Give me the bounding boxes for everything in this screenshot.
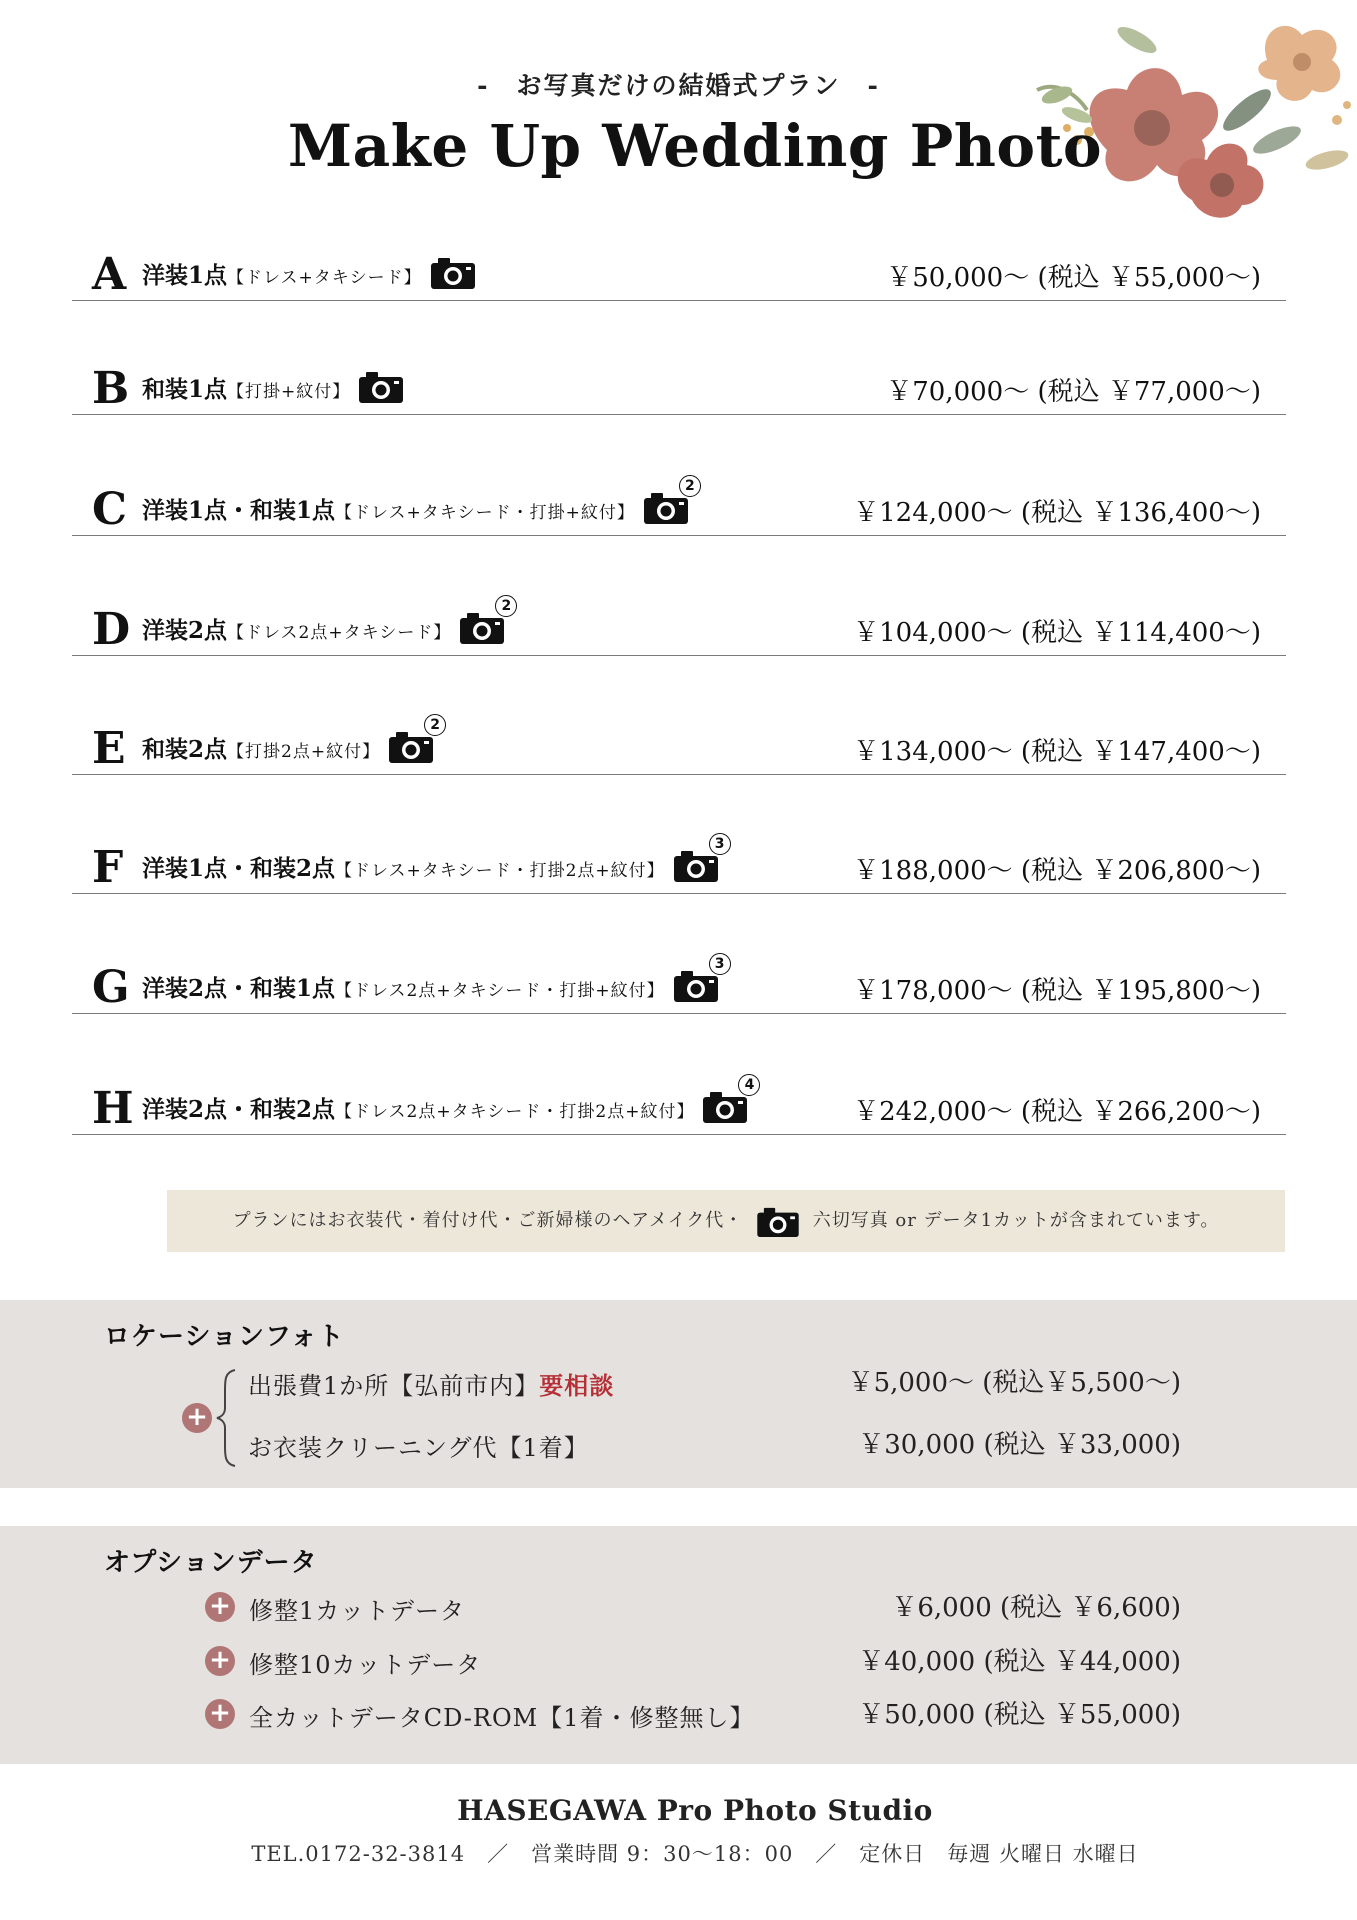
plan-detail: 【打掛+紋付】 <box>227 382 351 402</box>
plan-name <box>142 836 725 887</box>
location-item-label: お衣装クリーニング代【1着】 <box>248 1434 589 1462</box>
plan-letter: F <box>92 842 124 893</box>
plan-name <box>142 478 695 529</box>
option-label: 修整10カットデータ <box>249 1651 482 1679</box>
location-item-label: 出張費1か所【弘前市内】 <box>248 1372 540 1400</box>
option-label: 全カットデータCD-ROM【1着・修整無し】 <box>249 1704 755 1732</box>
plan-detail: 【ドレス+タキシード・打掛+紋付】 <box>335 503 635 523</box>
option-price: ￥6,000 (税込 ￥6,600) <box>891 1593 1181 1623</box>
plan-price: ￥188,000～ (税込 ￥206,800～) <box>853 856 1261 886</box>
plan-detail: 【打掛2点+紋付】 <box>227 742 381 762</box>
photo-count-badge: 2 <box>495 595 517 617</box>
plan-letter: E <box>92 723 126 774</box>
page-title: Make Up Wedding Photo <box>287 112 1103 180</box>
plan-letter: G <box>92 962 130 1013</box>
plan-row <box>72 364 1286 415</box>
option-price: ￥40,000 (税込 ￥44,000) <box>858 1647 1181 1677</box>
location-item-cleaning <box>248 1428 589 1463</box>
plus-icon: + <box>205 1592 235 1622</box>
studio-contact: TEL.0172-32-3814 ／ 営業時間 9：30～18：00 ／ 定休日 毎週 火曜日 水曜日 <box>251 1842 1139 1866</box>
plan-row <box>72 478 1286 536</box>
plan-detail: 【ドレス+タキシード】 <box>227 268 422 288</box>
plan-row <box>72 1077 1286 1135</box>
plan-letter: A <box>92 249 127 300</box>
plan-row <box>72 717 1286 775</box>
plan-name-text: 洋装2点・和装2点 <box>142 1096 336 1123</box>
plan-detail: 【ドレス2点+タキシード・打掛+紋付】 <box>335 981 665 1001</box>
plan-name-text: 洋装2点 <box>142 617 228 644</box>
plan-price: ￥124,000～ (税込 ￥136,400～) <box>853 498 1261 528</box>
plan-name <box>142 1077 755 1128</box>
photo-count-badge: 2 <box>679 475 701 497</box>
plan-price: ￥242,000～ (税込 ￥266,200～) <box>853 1097 1261 1127</box>
camera-icon <box>358 370 404 404</box>
plan-name-text: 洋装1点・和装1点 <box>142 497 336 524</box>
plan-row <box>72 836 1286 894</box>
location-price-cleaning: ￥30,000 (税込 ￥33,000) <box>858 1430 1181 1460</box>
plan-row <box>72 250 1286 301</box>
camera-icon <box>702 1077 755 1124</box>
plan-note <box>167 1190 1285 1252</box>
studio-name: HASEGAWA Pro Photo Studio <box>457 1794 933 1827</box>
option-label: 修整1カットデータ <box>249 1597 466 1625</box>
plan-detail: 【ドレス2点+タキシード・打掛2点+紋付】 <box>335 1102 695 1122</box>
camera-icon <box>459 598 512 645</box>
plan-price: ￥178,000～ (税込 ￥195,800～) <box>853 976 1261 1006</box>
camera-icon <box>756 1202 800 1234</box>
plan-name <box>142 371 404 408</box>
plan-letter: B <box>92 363 130 414</box>
plan-name-text: 和装1点 <box>142 376 228 403</box>
camera-icon <box>388 717 440 764</box>
plan-price: ￥70,000～ (税込 ￥77,000～) <box>886 377 1261 407</box>
plan-detail: 【ドレス2点+タキシード】 <box>227 623 452 643</box>
photo-count-badge: 3 <box>709 833 731 855</box>
location-price-travel: ￥5,000～ (税込￥5,500～) <box>847 1368 1181 1398</box>
location-item-travel <box>248 1366 614 1401</box>
plan-name <box>142 717 440 768</box>
plan-price: ￥134,000～ (税込 ￥147,400～) <box>853 737 1261 767</box>
plan-row <box>72 956 1286 1014</box>
plan-name <box>142 598 512 649</box>
note-text-after: 六切写真 or データ1カットが含まれています。 <box>812 1210 1220 1231</box>
camera-icon <box>430 256 476 290</box>
plus-icon: + <box>205 1646 235 1676</box>
plus-icon: + <box>205 1699 235 1729</box>
plan-name <box>142 956 725 1007</box>
brace-icon <box>215 1368 241 1468</box>
plan-price: ￥104,000～ (税込 ￥114,400～) <box>853 618 1261 648</box>
note-text-before: プランにはお衣装代・着付け代・ご新婦様のヘアメイク代・ <box>232 1210 744 1231</box>
plan-name-text: 和装2点 <box>142 736 228 763</box>
location-heading: ロケーションフォト <box>104 1322 345 1352</box>
plan-letter: C <box>92 484 128 535</box>
plan-letter: H <box>92 1083 134 1134</box>
camera-icon <box>643 478 695 525</box>
plus-icon: + <box>182 1403 212 1433</box>
camera-icon <box>673 956 725 1003</box>
photo-count-badge: 2 <box>424 714 446 736</box>
plan-name-text: 洋装1点 <box>142 262 228 289</box>
plan-name <box>142 257 476 294</box>
consult-badge: 要相談 <box>539 1371 615 1400</box>
options-heading: オプションデータ <box>104 1548 318 1578</box>
plan-price: ￥50,000～ (税込 ￥55,000～) <box>886 263 1261 293</box>
plan-detail: 【ドレス+タキシード・打掛2点+紋付】 <box>335 861 665 881</box>
photo-count-badge: 3 <box>709 953 731 975</box>
photo-count-badge: 4 <box>738 1074 760 1096</box>
plan-name-text: 洋装1点・和装2点 <box>142 855 336 882</box>
option-price: ￥50,000 (税込 ￥55,000) <box>858 1700 1181 1730</box>
plan-name-text: 洋装2点・和装1点 <box>142 975 336 1002</box>
plan-row <box>72 598 1286 656</box>
plan-letter: D <box>92 604 131 655</box>
plan-subtitle: - お写真だけの結婚式プラン - <box>477 71 880 100</box>
camera-icon <box>673 836 725 883</box>
